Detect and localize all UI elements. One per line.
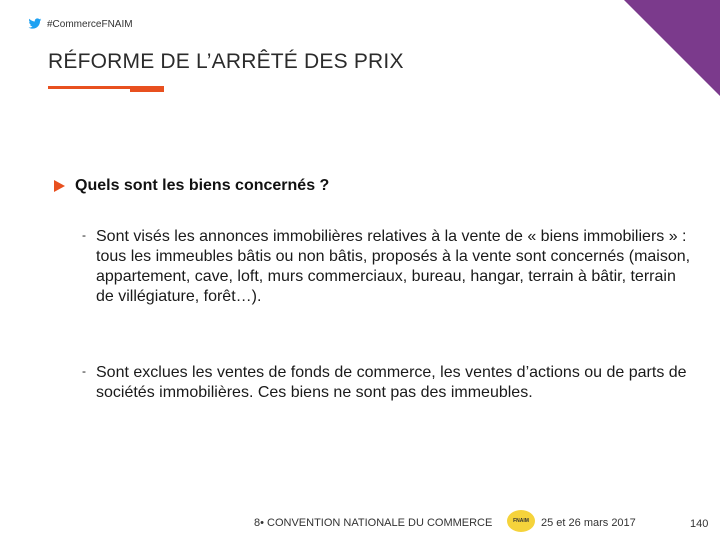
title-underline-accent — [130, 86, 164, 92]
question-text: Quels sont les biens concernés ? — [75, 177, 330, 194]
question-heading — [54, 177, 329, 195]
page-number: 140 — [690, 518, 709, 530]
page-title: RÉFORME DE L’ARRÊTÉ DES PRIX — [48, 50, 404, 73]
fnaim-logo-icon — [507, 510, 535, 532]
title-underline — [48, 86, 130, 89]
list-item — [82, 363, 702, 403]
footer — [0, 508, 720, 538]
logo-text: FNAIM — [513, 518, 529, 524]
list-item-text: Sont exclues les ventes de fonds de commerce, les ventes d’actions ou de parts de sociétés immobilières. Ces biens ne sont pas des immeubles. — [96, 364, 687, 401]
dash-bullet-icon: - — [82, 228, 86, 242]
list-item — [82, 227, 702, 307]
dash-bullet-icon: - — [82, 364, 86, 378]
footer-date: 25 et 26 mars 2017 — [541, 517, 636, 529]
list-item-text: Sont visés les annonces immobilières relatives à la vente de « biens immobiliers » : tous les immeubles bâtis ou non bâtis, proposés à la vente sont concernés (maison, appartement, cave, loft, murs commerciaux, bureau, hangar, terrain à bâtir, terrain de villégiature, forêt…). — [96, 228, 691, 305]
hashtag-header — [28, 15, 133, 33]
corner-decoration — [624, 0, 720, 96]
footer-convention: 8• CONVENTION NATIONALE DU COMMERCE — [254, 517, 493, 529]
arrow-bullet-icon — [54, 180, 65, 192]
hashtag-text: #CommerceFNAIM — [47, 18, 133, 30]
twitter-icon — [28, 18, 42, 30]
